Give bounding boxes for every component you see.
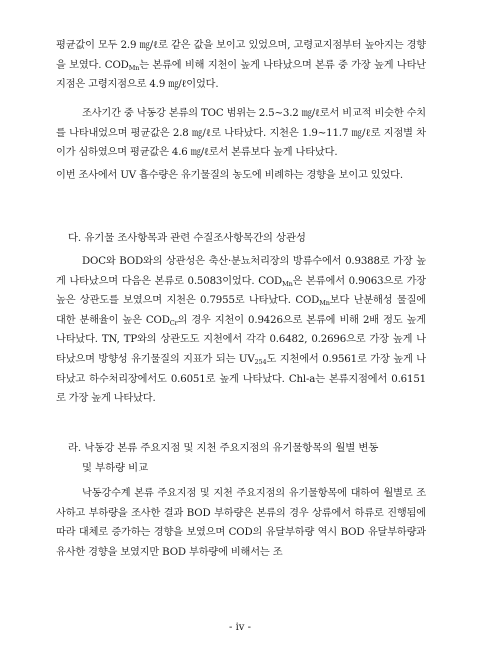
subscript: Cr (169, 318, 178, 327)
paragraph-cod-summary (56, 36, 426, 95)
heading-line: 라. 낙동강 본류 주요지점 및 지천 주요지점의 유기물항목의 월별 변동 (68, 442, 379, 454)
paragraph-monthly-load: 낙동강수계 본류 주요지점 및 지천 주요지점의 유기물항목에 대하여 월별로 조사하고 부하량을 조사한 결과 BOD 부하량은 본류의 경우 상류에서 하류로 진행됨에 따라 대체로 증가하는 경향을 보였으며 COD의 유달부하량 역시 BOD 유달부하량과 유사한 경향을 보였지만 BOD 부하량에 비해서는 조 (56, 488, 426, 558)
section-heading-correlation: 다. 유기물 조사항목과 관련 수질조사항목간의 상관성 (68, 232, 306, 244)
heading-line: 및 부하량 비교 (82, 461, 149, 474)
text-run: 는 본류에 비해 지천이 높게 나타났으며 본류 중 가장 높게 나타난 지점은 고령지점으로 4.9 ㎎/ℓ이었다. (56, 59, 426, 91)
text-run: 도 지천에서 0.9561로 가장 높게 나타났고 하수처리장에서도 0.6051로 높게 나타났다. Chl-a는 본류지점에서 0.6151로 가장 높게 나타났다. (56, 353, 426, 405)
text-run: DOC와 BOD와의 상관성은 축산·분뇨처리장의 방류수에서 0.9388로 가장 높게 나타났으며 다음은 본류로 0.5083이었다. COD (56, 256, 426, 287)
section-heading-monthly-load (68, 439, 426, 478)
subscript: Mn (282, 279, 293, 288)
text-run: 보다 난분해성 물질에 대한 분해율이 높은 COD (56, 295, 426, 326)
subscript: 254 (254, 357, 267, 366)
subscript: Mn (319, 299, 330, 308)
page-number: - iv - (229, 622, 251, 633)
text-run: 의 경우 지천이 0.9426으로 본류에 비해 2배 정도 높게 나타났다. TN, TP와의 상관도도 지천에서 각각 0.6482, 0.2696으로 가장 높게 나타났으며 방향성 유기물질의 지표가 되는 UV (56, 314, 426, 365)
paragraph-uv: 이번 조사에서 UV 흡수량은 유기물질의 농도에 비례하는 경향을 보이고 있었다. (56, 170, 403, 181)
paragraph-correlation (56, 252, 426, 409)
paragraph-toc: 조사기간 중 낙동강 본류의 TOC 범위는 2.5∼3.2 ㎎/ℓ로서 비교적 비슷한 수치를 나타내었으며 평균값은 2.8 ㎎/ℓ로 나타났다. 지천은 1.9∼11.7 ㎎/ℓ로 지점별 차이가 심하였으며 평균값은 4.6 ㎎/ℓ로서 본류보다 높게 나타났다. (56, 108, 426, 159)
text-run: 은 본류에서 0.9063으로 가장 높은 상관도를 보였으며 지천은 0.7955로 나타났다. COD (56, 275, 426, 307)
subscript: Mn (128, 63, 140, 72)
text-run: 평균값이 모두 2.9 ㎎/ℓ로 같은 값을 보이고 있었으며, 고령교지점부터 높아지는 경향을 보였다. COD (56, 40, 426, 71)
